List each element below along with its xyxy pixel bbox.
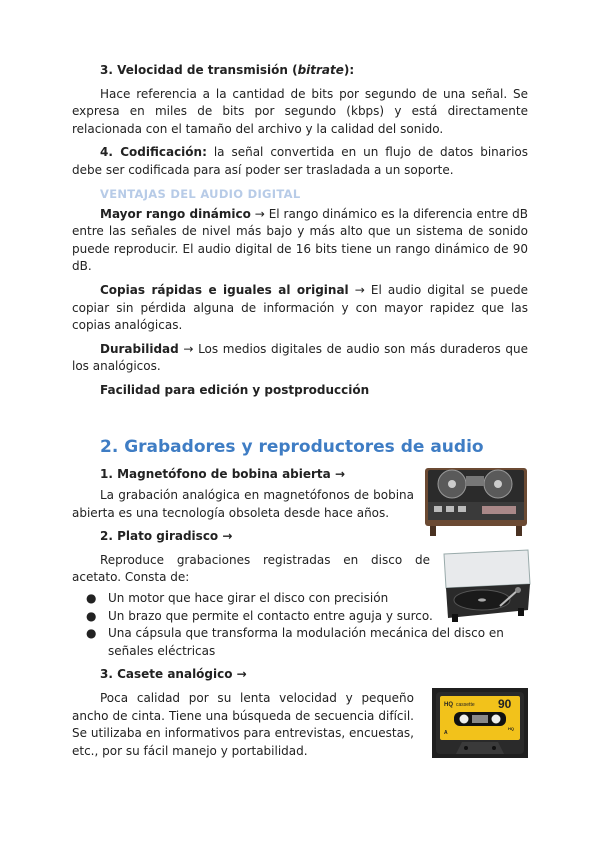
cassette-brand: HQ [444, 702, 453, 709]
reel-heading: 1. Magnetófono de bobina abierta → [100, 466, 345, 481]
cassette-paragraph: Poca calidad por su lenta velocidad y pequeño ancho de cinta. Tiene una búsqueda de secuencia difícil. Se utilizaba en informativos para entrevistas, encuestas, etc., por su fácil manejo y portabilidad. [72, 691, 414, 758]
list-item: ● Un brazo que permite el contacto entre aguja y surco. [72, 608, 528, 626]
reel-to-reel-section [72, 466, 528, 523]
list-item: ● Una cápsula que transforma la modulación mecánica del disco en señales eléctricas [86, 626, 504, 658]
cassette-model: cassette [456, 702, 475, 709]
cassette-side: A [444, 730, 448, 737]
bullet-icon: ● [86, 626, 97, 641]
codificacion-heading: 4. Codificación: [100, 145, 207, 160]
turntable-section [72, 528, 528, 660]
list-item: ● Un motor que hace girar el disco con precisión [72, 590, 528, 608]
cassette-small-brand: HQ [508, 726, 514, 732]
advantage-item: Durabilidad → Los medios digitales de audio son más duraderos que los analógicos. [72, 341, 528, 374]
bullet-icon: ● [86, 591, 97, 606]
cassette-image [432, 688, 528, 762]
chapter-title: 2. Grabadores y reproductores de audio [100, 436, 484, 457]
cassette-length: 90 [498, 697, 512, 712]
advantage-item: Facilidad para edición y postproducción [100, 382, 370, 397]
advantages-title: VENTAJAS DEL AUDIO DIGITAL [100, 186, 301, 201]
reel-paragraph: La grabación analógica en magnetófonos de bobina abierta es una tecnología obsoleta desde hace años. [72, 488, 414, 520]
section-heading-bitrate: 3. Velocidad de transmisión (bitrate): [100, 63, 355, 77]
bullet-icon: ● [86, 608, 97, 623]
codificacion-paragraph: 4. Codificación: la señal convertida en un flujo de datos binarios debe ser codificada para así poder ser trasladada a un soporte. [72, 145, 528, 177]
turntable-paragraph: Reproduce grabaciones registradas en disco de acetato. Consta de: [72, 552, 430, 585]
advantage-item: Copias rápidas e iguales al original → El audio digital se puede copiar sin pérdida alguna de información y con mayor rapidez que las copias analógicas. [72, 282, 528, 333]
bitrate-paragraph: Hace referencia a la cantidad de bits por segundo de una señal. Se expresa en miles de bits por segundo (kbps) y está directamente relacionada con el tamaño del archivo y la calidad del sonido. [72, 86, 528, 136]
turntable-image [438, 548, 534, 632]
turntable-heading: 2. Plato giradisco → [100, 529, 233, 544]
cassette-section [72, 666, 528, 760]
document-page [72, 62, 528, 760]
cassette-heading: 3. Casete analógico → [100, 667, 247, 682]
advantage-item: Mayor rango dinámico → El rango dinámico es la diferencia entre dB entre las señales de nivel más bajo y más alto que un sistema de sonido puede reproducir. El audio digital de 16 bits tiene un rango dinámico de 90 dB. [72, 206, 528, 274]
